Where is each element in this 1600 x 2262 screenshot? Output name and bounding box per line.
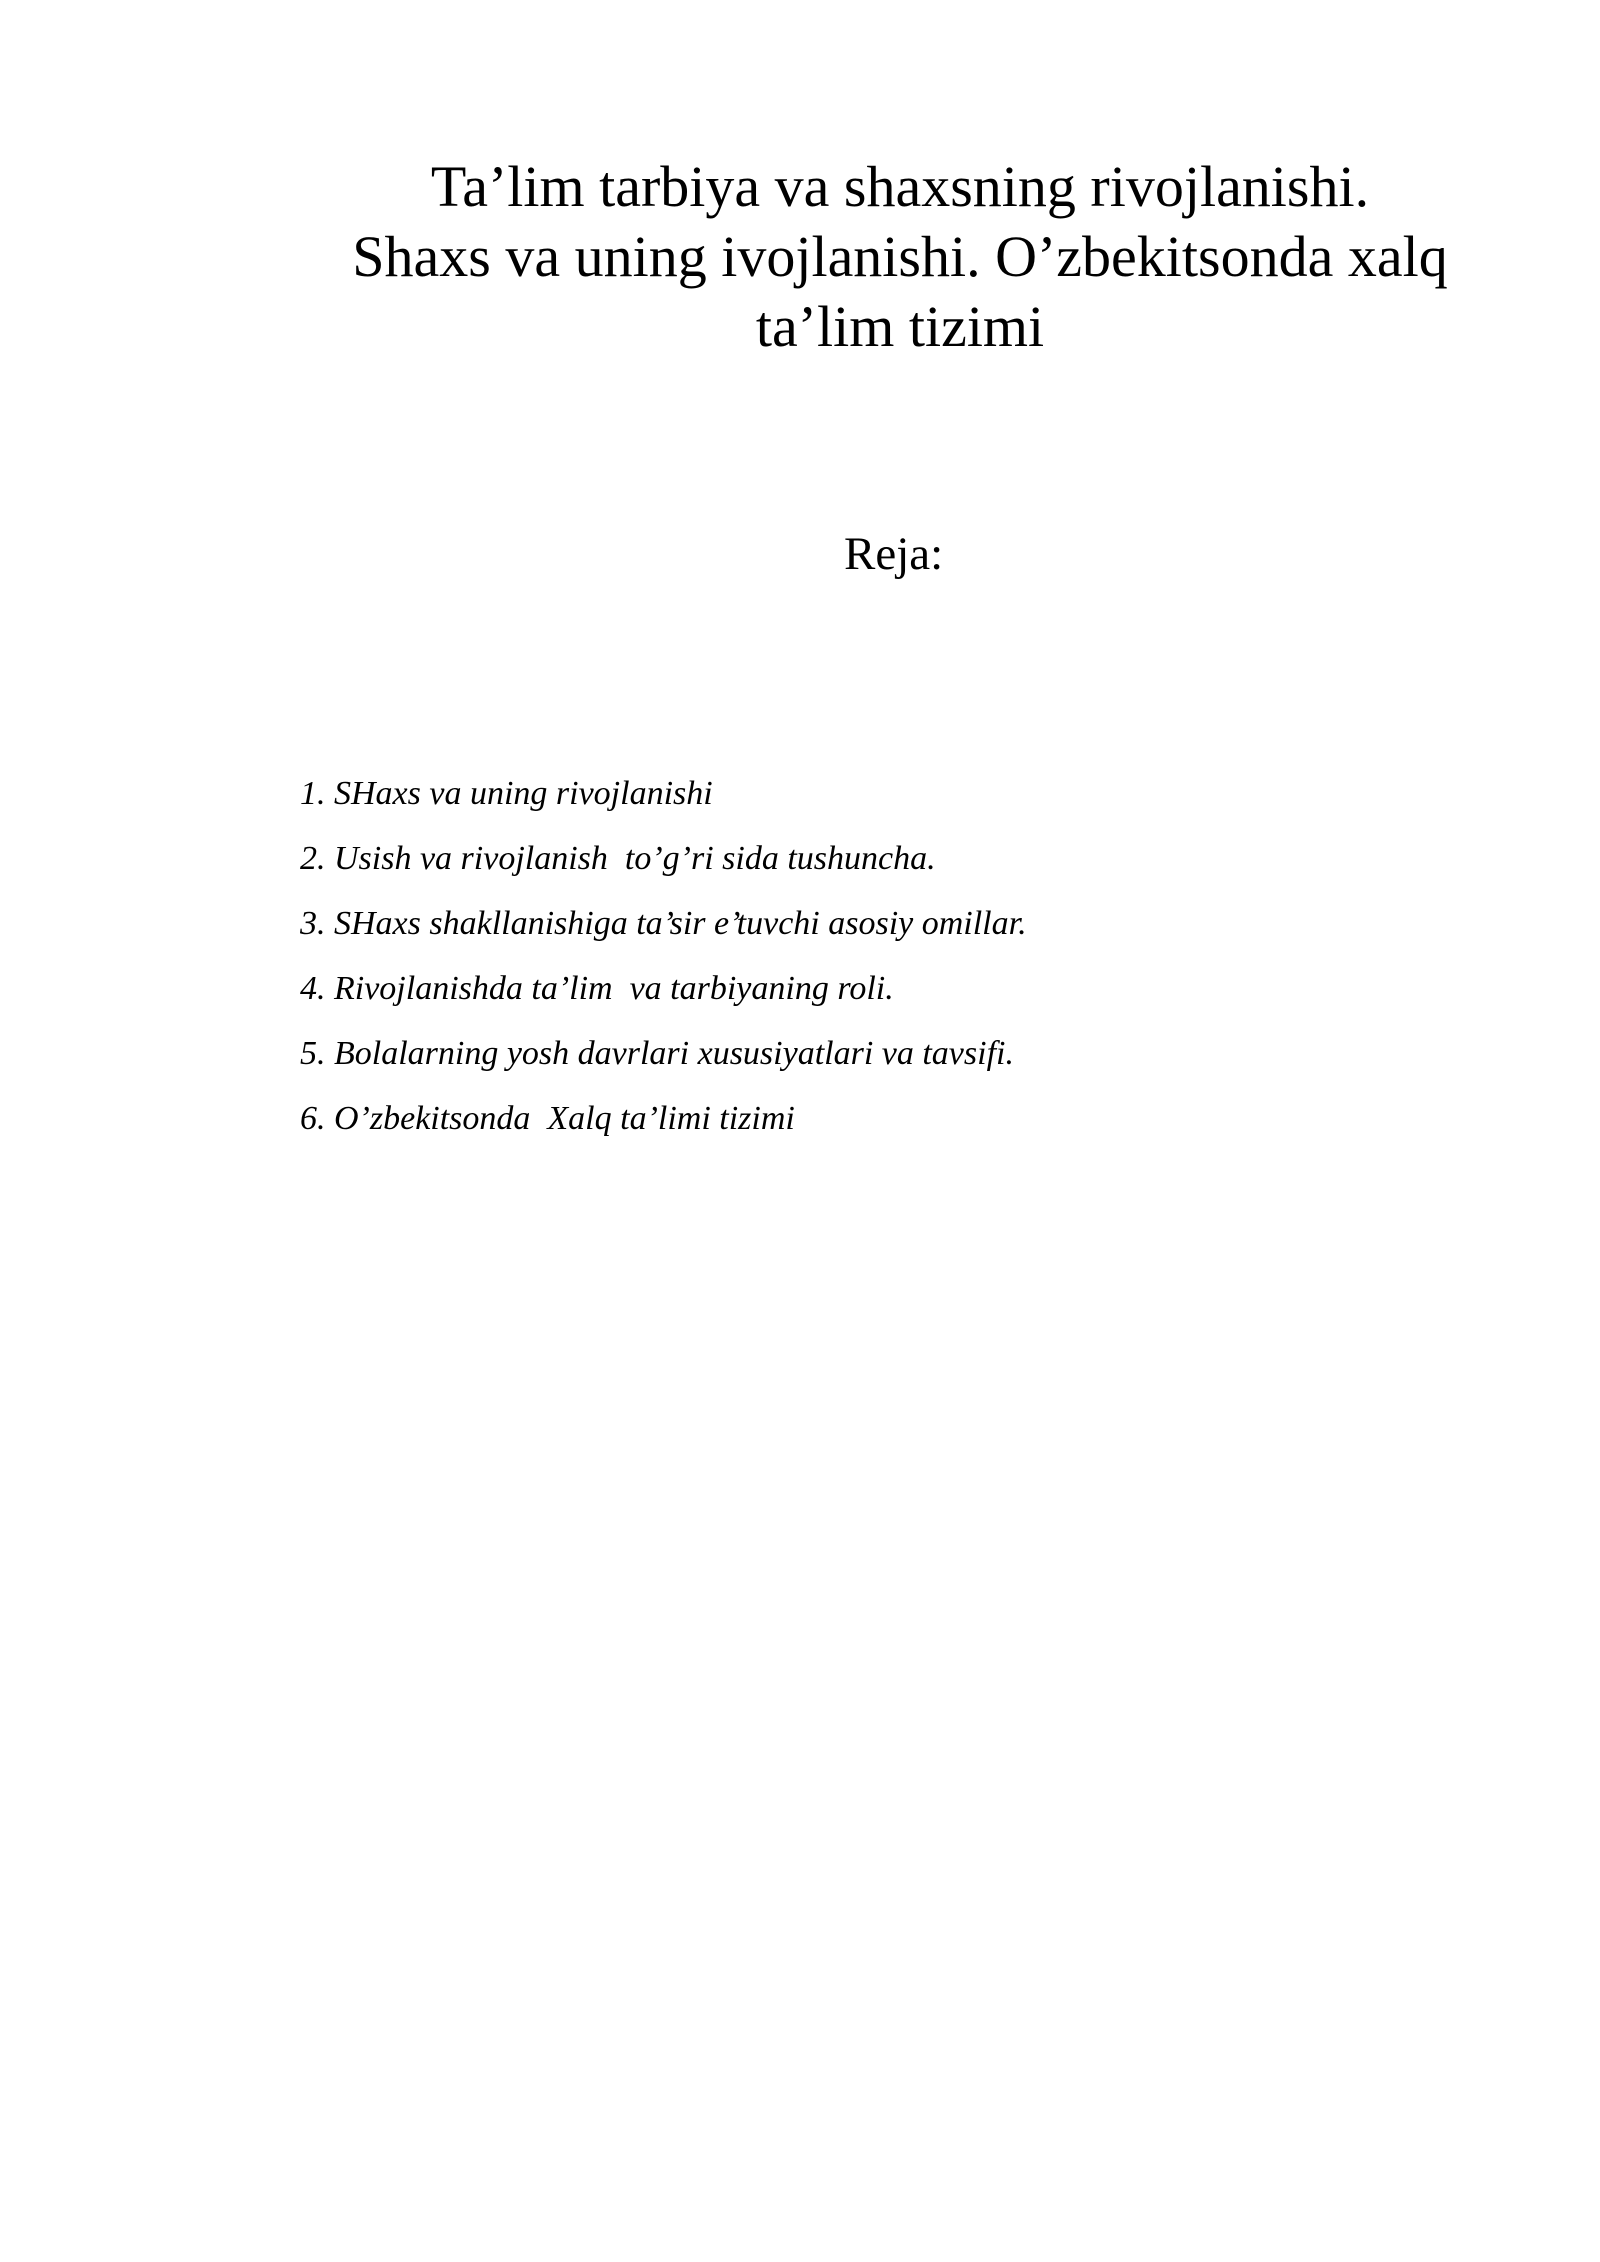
plan-item: 3. SHaxs shakllanishiga ta’sir e’tuvchi asosiy omillar. bbox=[300, 905, 1027, 942]
title-line: Shaxs va uning ivojlanishi. O’zbekitsonda xalq bbox=[352, 224, 1448, 289]
document-title bbox=[300, 152, 1500, 362]
plan-item: 6. O’zbekitsonda Xalq ta’limi tizimi bbox=[300, 1100, 795, 1137]
plan-list bbox=[300, 774, 1027, 1164]
title-line: Ta’lim tarbiya va shaxsning rivojlanishi. bbox=[430, 154, 1370, 219]
plan-item: 5. Bolalarning yosh davrlari xususiyatlari va tavsifi. bbox=[300, 1035, 1014, 1072]
title-line: ta’lim tizimi bbox=[755, 294, 1045, 359]
plan-item: 4. Rivojlanishda ta’lim va tarbiyaning roli. bbox=[300, 970, 894, 1007]
plan-item: 1. SHaxs va uning rivojlanishi bbox=[300, 775, 713, 812]
plan-item: 2. Usish va rivojlanish to’g’ri sida tushuncha. bbox=[300, 840, 936, 877]
plan-heading: Reja: bbox=[844, 528, 944, 580]
